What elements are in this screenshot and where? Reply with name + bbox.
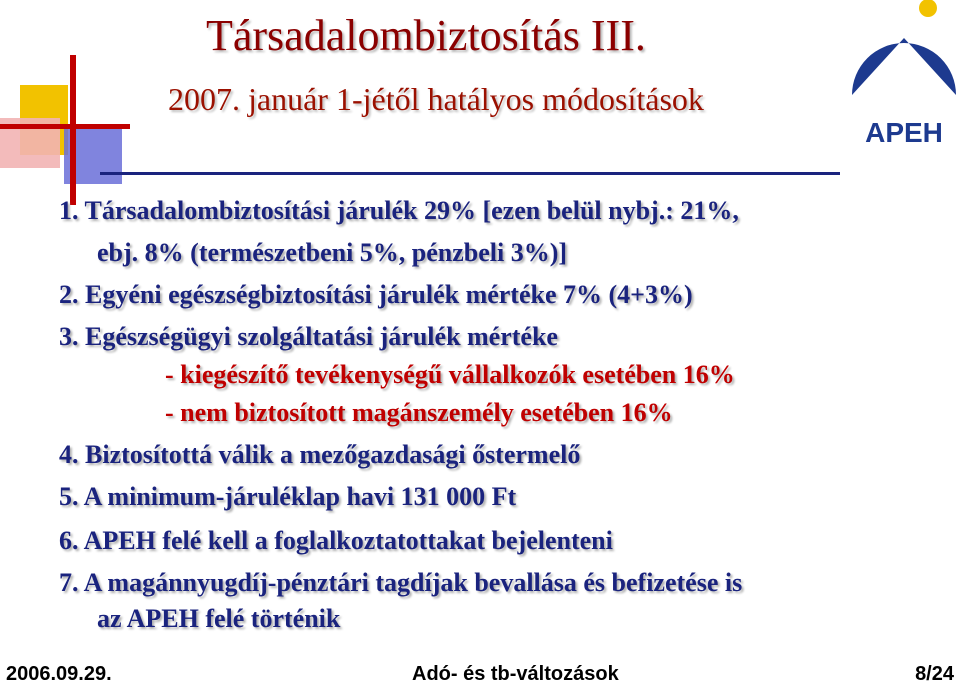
footer-page-number: 8/24 bbox=[915, 663, 954, 685]
apeh-logo-text: APEH bbox=[865, 117, 943, 148]
footer-title: Adó- és tb-változások bbox=[412, 663, 619, 685]
decor-red-horizontal-line bbox=[0, 124, 130, 129]
decor-blue-horizontal-line bbox=[100, 172, 840, 175]
item-3-sub-2: - nem biztosított magánszemély esetében 16% bbox=[165, 398, 673, 427]
apeh-logo bbox=[848, 0, 960, 150]
item-2: 2. Egyéni egészségbiztosítási járulék mértéke 7% (4+3%) bbox=[59, 280, 693, 309]
item-6: 6. APEH felé kell a foglalkoztatottakat bejelenteni bbox=[59, 526, 613, 555]
apeh-logo-icon bbox=[848, 0, 960, 150]
item-3-sub-1: - kiegészítő tevékenységű vállalkozók esetében 16% bbox=[165, 360, 735, 389]
slide-subtitle: 2007. január 1-jétől hatályos módosítások bbox=[168, 81, 704, 117]
item-7-line-1: 7. A magánnyugdíj-pénztári tagdíjak bevallása és befizetése is bbox=[59, 568, 743, 597]
item-4: 4. Biztosítottá válik a mezőgazdasági őstermelő bbox=[59, 440, 581, 469]
item-3: 3. Egészségügyi szolgáltatási járulék mértéke bbox=[59, 322, 558, 351]
decor-red-vertical-line bbox=[70, 55, 76, 205]
item-5: 5. A minimum-járuléklap havi 131 000 Ft bbox=[59, 482, 517, 511]
footer-date: 2006.09.29. bbox=[6, 663, 112, 685]
item-7-line-2: az APEH felé történik bbox=[97, 604, 341, 633]
item-1-line-1: 1. Társadalombiztosítási járulék 29% [ezen belül nybj.: 21%, bbox=[59, 196, 739, 225]
slide-title: Társadalombiztosítás III. bbox=[206, 11, 646, 60]
item-1-line-2: ebj. 8% (természetbeni 5%, pénzbeli 3%)] bbox=[97, 238, 568, 267]
